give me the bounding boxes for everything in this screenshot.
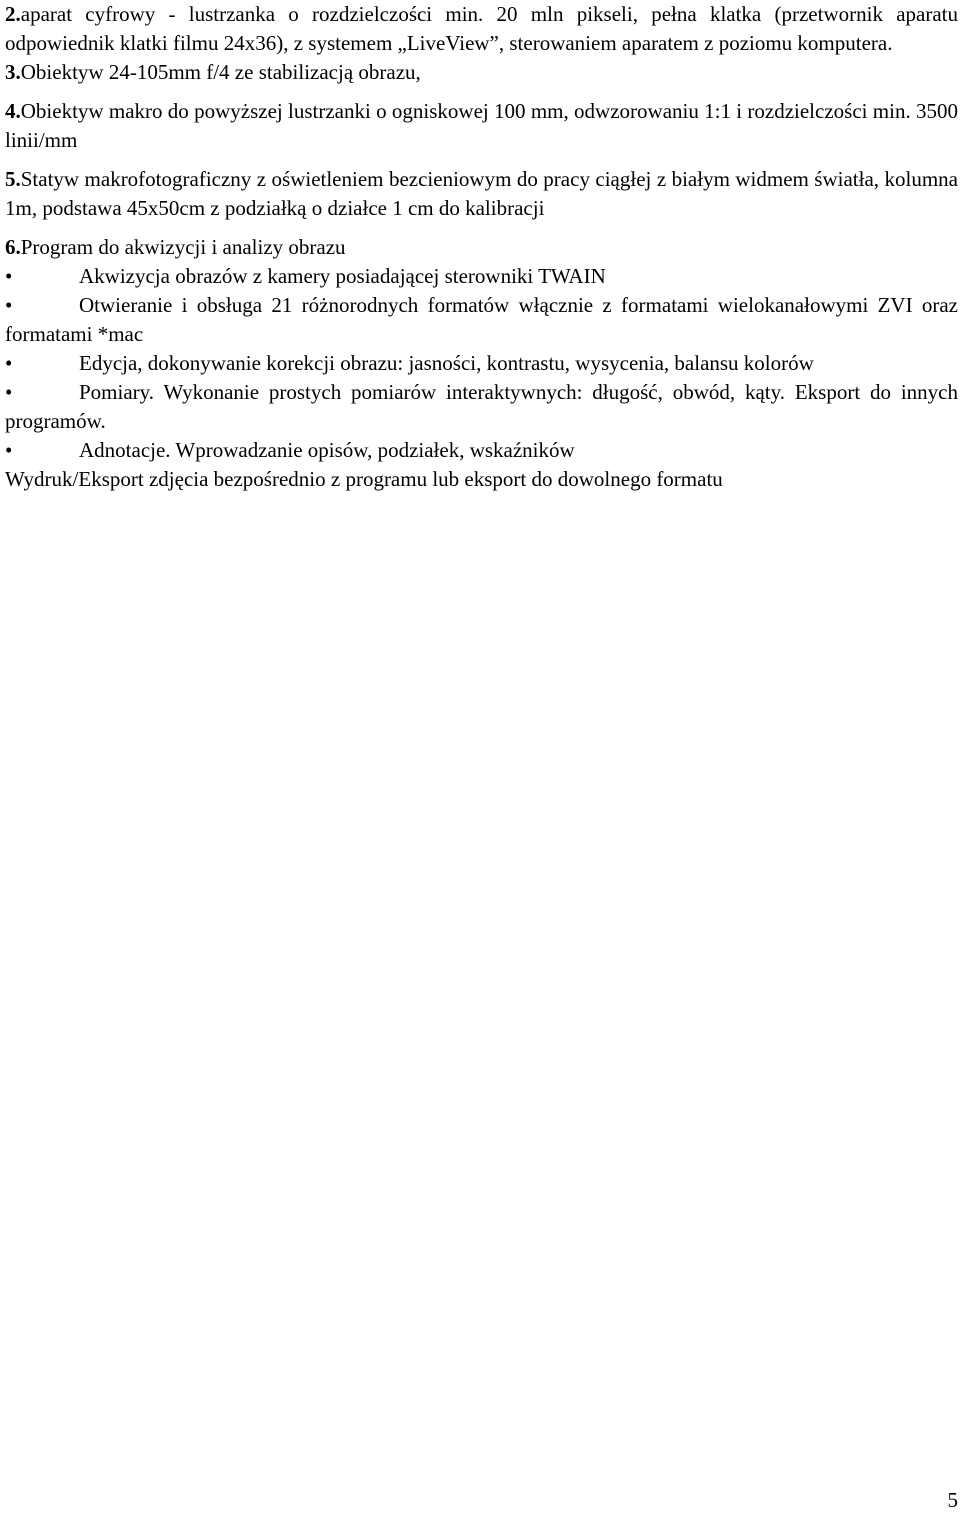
bullet-icon: •	[5, 380, 13, 404]
item-text: aparat cyfrowy - lustrzanka o rozdzielczości min. 20 mln pikseli, pełna klatka (przetwornik aparatu odpowiednik klatki filmu 24x36), z systemem „LiveView”, sterowaniem aparatem z poziomu komputera.	[5, 2, 958, 55]
bullet-item	[5, 378, 958, 436]
bullet-icon: •	[5, 264, 13, 288]
document-body	[5, 0, 958, 494]
bullet-text: Edycja, dokonywanie korekcji obrazu: jasności, kontrastu, wysycenia, balansu kolorów	[79, 351, 814, 375]
item-number: 5.	[5, 167, 21, 191]
bullet-icon: •	[5, 351, 13, 375]
list-item	[5, 233, 958, 262]
page-number: 5	[947, 1488, 958, 1512]
list-item	[5, 58, 958, 87]
list-item	[5, 97, 958, 155]
bullet-item	[5, 436, 958, 465]
bullet-item	[5, 349, 958, 378]
bullet-text: Adnotacje. Wprowadzanie opisów, podziałek, wskaźników	[79, 438, 575, 462]
bullet-text: Otwieranie i obsługa 21 różnorodnych formatów włącznie z formatami wielokanałowymi ZVI oraz formatami *mac	[5, 293, 958, 346]
list-item	[5, 165, 958, 223]
bullet-text: Akwizycja obrazów z kamery posiadającej sterowniki TWAIN	[79, 264, 606, 288]
item-text: Obiektyw makro do powyższej lustrzanki o ogniskowej 100 mm, odwzorowaniu 1:1 i rozdzielczości min. 3500 linii/mm	[5, 99, 958, 152]
item-text: Statyw makrofotograficzny z oświetleniem bezcieniowym do pracy ciągłej z białym widmem światła, kolumna 1m, podstawa 45x50cm z podziałką o działce 1 cm do kalibracji	[5, 167, 958, 220]
item-number: 6.	[5, 235, 21, 259]
bullet-icon: •	[5, 438, 13, 462]
bullet-item	[5, 291, 958, 349]
list-item	[5, 0, 958, 58]
item-number: 2.	[5, 2, 21, 26]
item-text: Program do akwizycji i analizy obrazu	[20, 235, 346, 259]
item-number: 4.	[5, 99, 21, 123]
closing-line: Wydruk/Eksport zdjęcia bezpośrednio z programu lub eksport do dowolnego formatu	[5, 467, 723, 491]
item-text: Obiektyw 24-105mm f/4 ze stabilizacją obrazu,	[20, 60, 421, 84]
bullet-icon: •	[5, 293, 13, 317]
item-number: 3.	[5, 60, 21, 84]
bullet-text: Pomiary. Wykonanie prostych pomiarów interaktywnych: długość, obwód, kąty. Eksport do innych programów.	[5, 380, 958, 433]
bullet-item	[5, 262, 958, 291]
